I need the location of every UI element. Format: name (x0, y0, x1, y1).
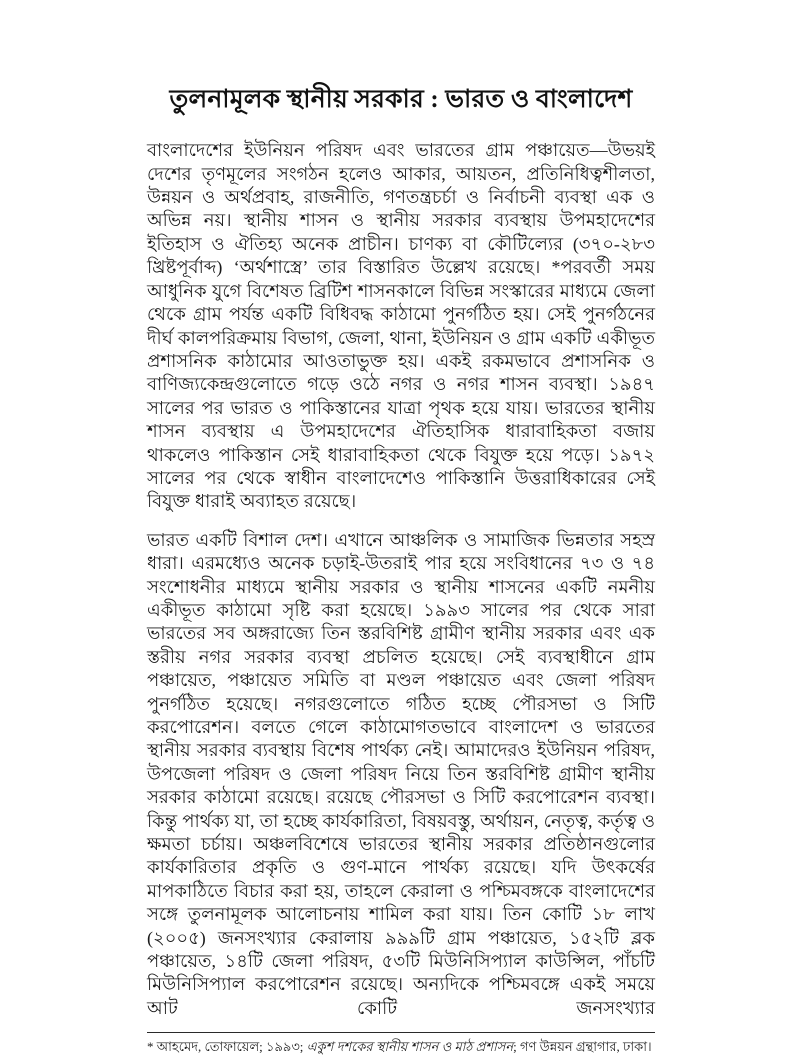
body-text (147, 139, 655, 1020)
footnote-citation-suffix: ; গণ উন্নয়ন গ্রন্থাগার, ঢাকা। (513, 1039, 652, 1055)
paragraph-2: ভারত একটি বিশাল দেশ। এখানে আঞ্চলিক ও সামাজিক ভিন্নতার সহস্র ধারা। এরমধ্যেও অনেক চড়াই-উতরাই পার হয়ে সংবিধানের ৭৩ ও ৭৪ সংশোধনীর মাধ্যমে স্থানীয় সরকার ও স্থানীয় শাসনের একটি নমনীয় একীভূত কাঠামো সৃষ্টি করা হয়েছে। ১৯৯৩ সালের পর থেকে সারা ভারতের সব অঙ্গরাজ্যে তিন স্তরবিশিষ্ট গ্রামীণ স্থানীয় সরকার এবং এক স্তরীয় নগর সরকার ব্যবস্থা প্রচলিত হয়েছে। সেই ব্যবস্থাধীনে গ্রাম পঞ্চায়েত, পঞ্চায়েত সমিতি বা মণ্ডল পঞ্চায়েত এবং জেলা পরিষদ পুনর্গঠিত হয়েছে। নগরগুলোতে গঠিত হচ্ছে পৌরসভা ও সিটি করপোরেশন। বলতে গেলে কাঠামোগতভাবে বাংলাদেশ ও ভারতের স্থানীয় সরকার ব্যবস্থায় বিশেষ পার্থক্য নেই। আমাদেরও ইউনিয়ন পরিষদ, উপজেলা পরিষদ ও জেলা পরিষদ নিয়ে তিন স্তরবিশিষ্ট গ্রামীণ স্থানীয় সরকার কাঠামো রয়েছে। রয়েছে পৌরসভা ও সিটি করপোরেশন ব্যবস্থা। কিন্তু পার্থক্য যা, তা হচ্ছে কার্যকারিতা, বিষয়বস্তু, অর্থায়ন, নেতৃত্ব, কর্তৃত্ব ও ক্ষমতা চর্চায়। অঞ্চলবিশেষে ভারতের স্থানীয় সরকার প্রতিষ্ঠানগুলোর কার্যকারিতার প্রকৃতি ও গুণ-মানে পার্থক্য রয়েছে। যদি উৎকর্ষের মাপকাঠিতে বিচার করা হয়, তাহলে কেরালা ও পশ্চিমবঙ্গকে বাংলাদেশের সঙ্গে তুলনামূলক আলোচনায় শামিল করা যায়। তিন কোটি ১৮ লাখ (২০০৫) জনসংখ্যার কেরালায় ৯৯৯টি গ্রাম পঞ্চায়েত, ১৫২টি ব্লক পঞ্চায়েত, ১৪টি জেলা পরিষদ, ৫৩টি মিউনিসিপ্যাল কাউন্সিল, পাঁচটি মিউনিসিপ্যাল করপোরেশন রয়েছে। অন্যদিকে পশ্চিমবঙ্গে একই সময়ে আট কোটি জনসংখ্যার (147, 529, 655, 1018)
footnote-work-title: একুশ দশকের স্থানীয় শাসন ও মাঠ প্রশাসন (306, 1039, 514, 1055)
footnote (147, 1032, 655, 1056)
footnote-citation-prefix: * আহমেদ, তোফায়েল; ১৯৯৩; (147, 1039, 307, 1055)
paragraph-1: বাংলাদেশের ইউনিয়ন পরিষদ এবং ভারতের গ্রাম পঞ্চায়েত—উভয়ই দেশের তৃণমূলের সংগঠন হলেও আকার, আয়তন, প্রতিনিধিত্বশীলতা, উন্নয়ন ও অর্থপ্রবাহ, রাজনীতি, গণতন্ত্রচর্চা ও নির্বাচনী ব্যবস্থা এক ও অভিন্ন নয়। স্থানীয় শাসন ও স্থানীয় সরকার ব্যবস্থায় উপমহাদেশের ইতিহাস ও ঐতিহ্য অনেক প্রাচীন। চাণক্য বা কৌটিল্যের (৩৭০-২৮৩ খ্রিষ্টপূর্বাব্দ) ‘অর্থশাস্ত্রে’ তার বিস্তারিত উল্লেখ রয়েছে। *পরবর্তী সময় আধুনিক যুগে বিশেষত ব্রিটিশ শাসনকালে বিভিন্ন সংস্কারের মাধ্যমে জেলা থেকে গ্রাম পর্যন্ত একটি বিধিবদ্ধ কাঠামো পুনর্গঠিত হয়। সেই পুনর্গঠনের দীর্ঘ কালপরিক্রমায় বিভাগ, জেলা, থানা, ইউনিয়ন ও গ্রাম একটি একীভূত প্রশাসনিক কাঠামোর আওতাভুক্ত হয়। একই রকমভাবে প্রশাসনিক ও বাণিজ্যকেন্দ্রগুলোতে গড়ে ওঠে নগর ও নগর শাসন ব্যবস্থা। ১৯৪৭ সালের পর ভারত ও পাকিস্তানের যাত্রা পৃথক হয়ে যায়। ভারতের স্থানীয় শাসন ব্যবস্থায় এ উপমহাদেশের ঐতিহাসিক ধারাবাহিকতা বজায় থাকলেও পাকিস্তান সেই ধারাবাহিকতা থেকে বিযুক্ত হয়ে পড়ে। ১৯৭২ সালের পর থেকে স্বাধীন বাংলাদেশেও পাকিস্তানি উত্তরাধিকারের সেই বিযুক্ত ধারাই অব্যাহত রয়েছে। (147, 140, 655, 512)
page-title: তুলনামূলক স্থানীয় সরকার : ভারত ও বাংলাদেশ (169, 86, 633, 113)
